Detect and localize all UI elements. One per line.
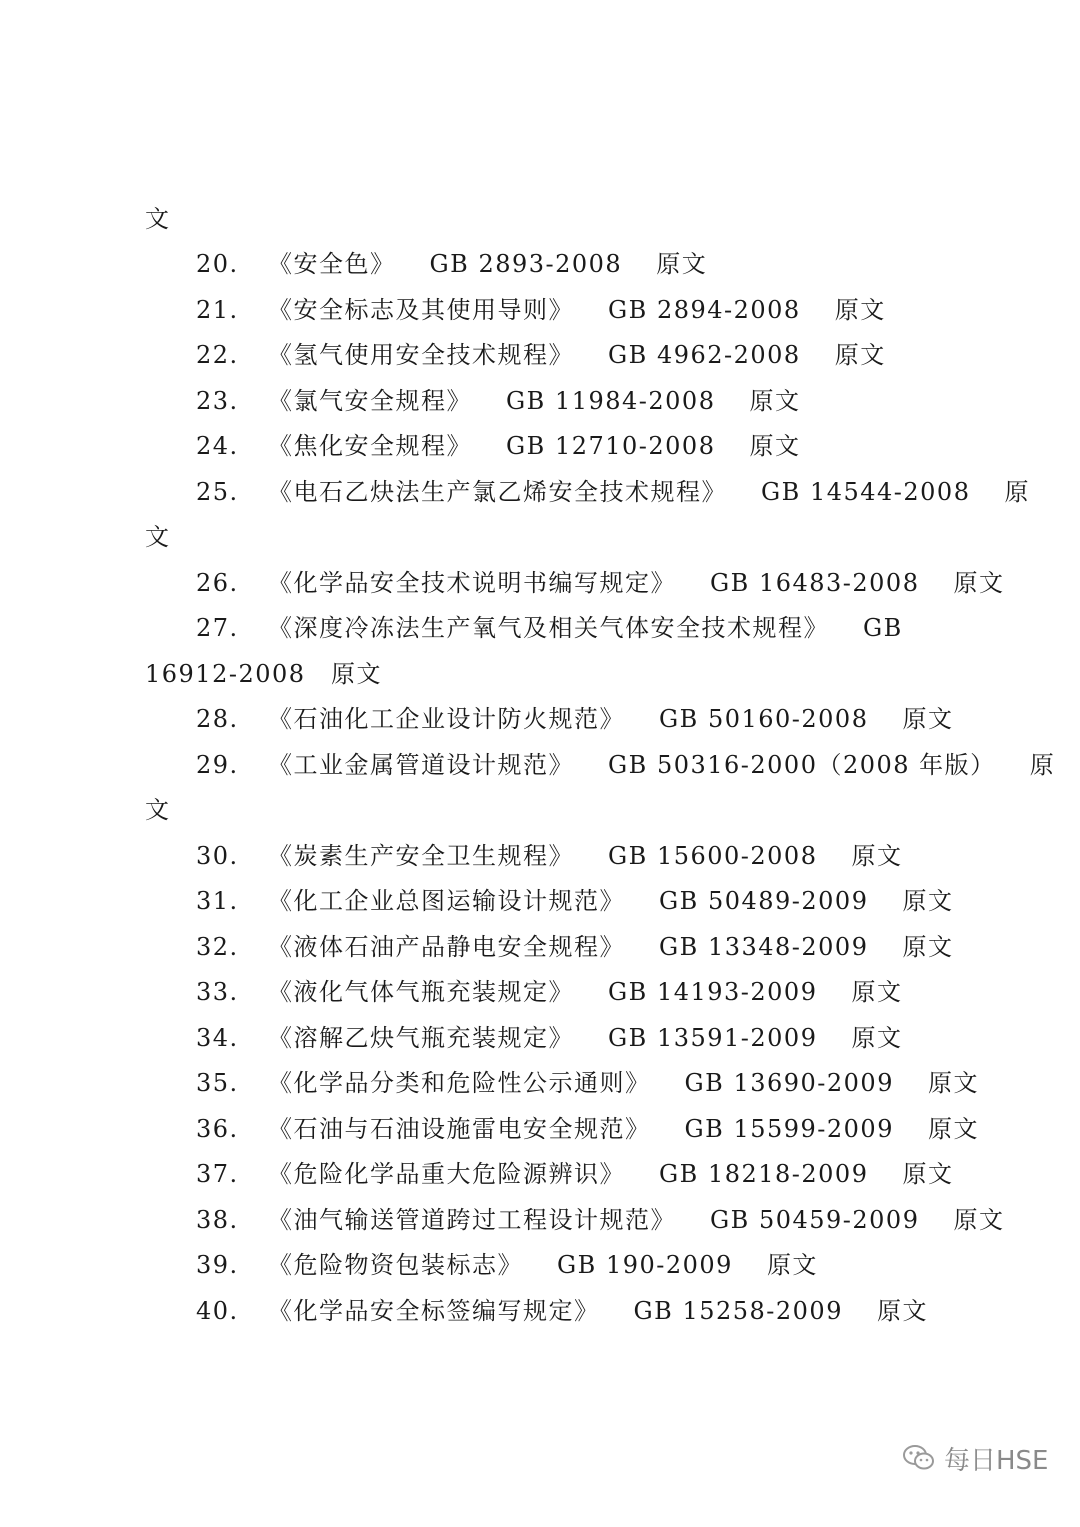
item-number: 36. <box>196 1114 239 1143</box>
item-number: 37. <box>196 1160 239 1188</box>
list-item <box>196 1068 979 1098</box>
item-number: 26. <box>196 568 239 597</box>
original-text-label: 原文 <box>851 978 903 1006</box>
standard-code: GB 14544-2008 <box>761 477 971 506</box>
item-number: 29. <box>196 750 239 779</box>
standard-title: 《化学品分类和危险性公示通则》 <box>268 1069 651 1097</box>
standard-title: 《危险物资包装标志》 <box>268 1251 523 1279</box>
original-text-label: 原文 <box>656 250 708 278</box>
standard-title: 《石油与石油设施雷电安全规范》 <box>268 1114 651 1143</box>
standard-code: GB 12710-2008 <box>506 432 716 460</box>
standard-title: 《化学品安全技术说明书编写规定》 <box>268 568 676 597</box>
item-number: 25. <box>196 477 239 506</box>
watermark <box>902 1442 1048 1474</box>
item-number: 28. <box>196 705 239 733</box>
original-text-label: 原 <box>1029 750 1056 779</box>
item-number: 34. <box>196 1023 239 1052</box>
list-item <box>196 568 1004 598</box>
original-text-label: 原文 <box>834 295 886 324</box>
standard-code: GB 15258-2009 <box>633 1296 843 1325</box>
list-item <box>196 750 1055 780</box>
list-item <box>196 1205 1004 1235</box>
standard-title: 《溶解乙炔气瓶充装规定》 <box>268 1023 574 1052</box>
watermark-label: 每日HSE <box>944 1445 1049 1476</box>
list-item <box>196 249 707 279</box>
original-text-label: 原文 <box>902 932 954 961</box>
standard-title: 《安全色》 <box>268 250 396 278</box>
item-number: 38. <box>196 1205 239 1234</box>
standard-title: 《危险化学品重大危险源辨识》 <box>268 1160 625 1188</box>
standard-code: GB 2894-2008 <box>608 295 801 324</box>
list-item <box>196 1023 902 1053</box>
standard-title: 《电石乙炔法生产氯乙烯安全技术规程》 <box>268 477 727 506</box>
standard-code: GB 50160-2008 <box>659 705 869 733</box>
original-text-label: 原文 <box>902 705 954 733</box>
original-text-label: 原文 <box>902 1160 954 1188</box>
list-item <box>196 295 886 325</box>
standard-code: GB 50459-2009 <box>710 1205 920 1234</box>
list-item <box>196 386 800 416</box>
original-text-label: 原文 <box>927 1114 979 1143</box>
list-item <box>196 886 953 916</box>
standard-title: 《工业金属管道设计规范》 <box>268 750 574 779</box>
standard-code: GB <box>863 614 903 642</box>
wrapped-line: 16912-2008 原文 <box>145 659 383 688</box>
standard-code: GB 2893-2008 <box>429 250 623 278</box>
original-text-label: 原文 <box>749 386 801 415</box>
standard-code: GB 13591-2009 <box>608 1023 818 1052</box>
standard-code: GB 11984-2008 <box>506 386 716 415</box>
standard-code: GB 50316-2000（2008 年版） <box>608 750 996 779</box>
item-number: 31. <box>196 887 239 915</box>
standard-title: 《油气输送管道跨过工程设计规范》 <box>268 1205 676 1234</box>
list-item <box>196 841 902 871</box>
list-item <box>196 977 902 1007</box>
standard-title: 《氯气安全规程》 <box>268 386 472 415</box>
standard-title: 《石油化工企业设计防火规范》 <box>268 705 625 733</box>
item-number: 27. <box>196 614 239 642</box>
standard-code: GB 16483-2008 <box>710 568 920 597</box>
item-number: 35. <box>196 1069 239 1097</box>
list-item <box>196 932 953 962</box>
standard-title: 《安全标志及其使用导则》 <box>268 295 574 324</box>
item-number: 30. <box>196 841 239 870</box>
original-text-label: 原 <box>1004 477 1030 506</box>
standard-code: GB 15600-2008 <box>608 841 818 870</box>
standard-code: GB 15599-2009 <box>684 1114 894 1143</box>
original-text-label: 原文 <box>927 1069 979 1097</box>
standard-code: GB 18218-2009 <box>659 1160 869 1188</box>
original-text-label: 原文 <box>953 1205 1005 1234</box>
item-number: 33. <box>196 978 239 1006</box>
standard-title: 《液体石油产品静电安全规程》 <box>268 932 625 961</box>
standard-code: GB 14193-2009 <box>608 978 818 1006</box>
standard-code: GB 13348-2009 <box>659 932 869 961</box>
item-number: 23. <box>196 386 239 415</box>
original-text-label: 原文 <box>902 887 954 915</box>
original-text-label: 原文 <box>876 1296 928 1325</box>
standard-title: 《化学品安全标签编写规定》 <box>268 1296 600 1325</box>
original-text-label: 原文 <box>834 341 886 369</box>
list-item <box>196 704 953 734</box>
list-item <box>196 1159 953 1189</box>
standard-title: 《化工企业总图运输设计规范》 <box>268 887 625 915</box>
list-item <box>196 477 1030 507</box>
standard-title: 《液化气体气瓶充装规定》 <box>268 978 574 1006</box>
list-item <box>196 431 800 461</box>
list-item <box>196 1250 818 1280</box>
standard-title: 《深度冷冻法生产氧气及相关气体安全技术规程》 <box>268 614 829 642</box>
standard-code: GB 13690-2009 <box>684 1069 894 1097</box>
standard-title: 《氢气使用安全技术规程》 <box>268 341 574 369</box>
original-text-label: 原文 <box>851 841 903 870</box>
item-number: 22. <box>196 341 239 369</box>
item-number: 24. <box>196 432 239 460</box>
item-number: 32. <box>196 932 239 961</box>
standard-code: GB 4962-2008 <box>608 341 801 369</box>
item-number: 40. <box>196 1296 239 1325</box>
wechat-icon <box>902 1443 936 1473</box>
original-text-label: 原文 <box>766 1251 818 1279</box>
original-text-label: 原文 <box>749 432 801 460</box>
original-text-label: 原文 <box>953 568 1005 597</box>
wrapped-line: 文 <box>145 523 171 551</box>
standard-title: 《焦化安全规程》 <box>268 432 472 460</box>
list-item <box>196 340 886 370</box>
original-text-label: 原文 <box>851 1023 903 1052</box>
item-number: 39. <box>196 1251 239 1279</box>
continuation-text: 文 <box>145 205 171 233</box>
item-number: 20. <box>196 250 239 278</box>
standard-code: GB 50489-2009 <box>659 887 869 915</box>
list-item <box>196 1114 979 1144</box>
standard-title: 《炭素生产安全卫生规程》 <box>268 841 574 870</box>
list-item <box>196 613 903 643</box>
item-number: 21. <box>196 295 239 324</box>
list-item <box>196 1296 928 1326</box>
wrapped-line: 文 <box>145 796 171 824</box>
standard-code: GB 190-2009 <box>557 1251 733 1279</box>
